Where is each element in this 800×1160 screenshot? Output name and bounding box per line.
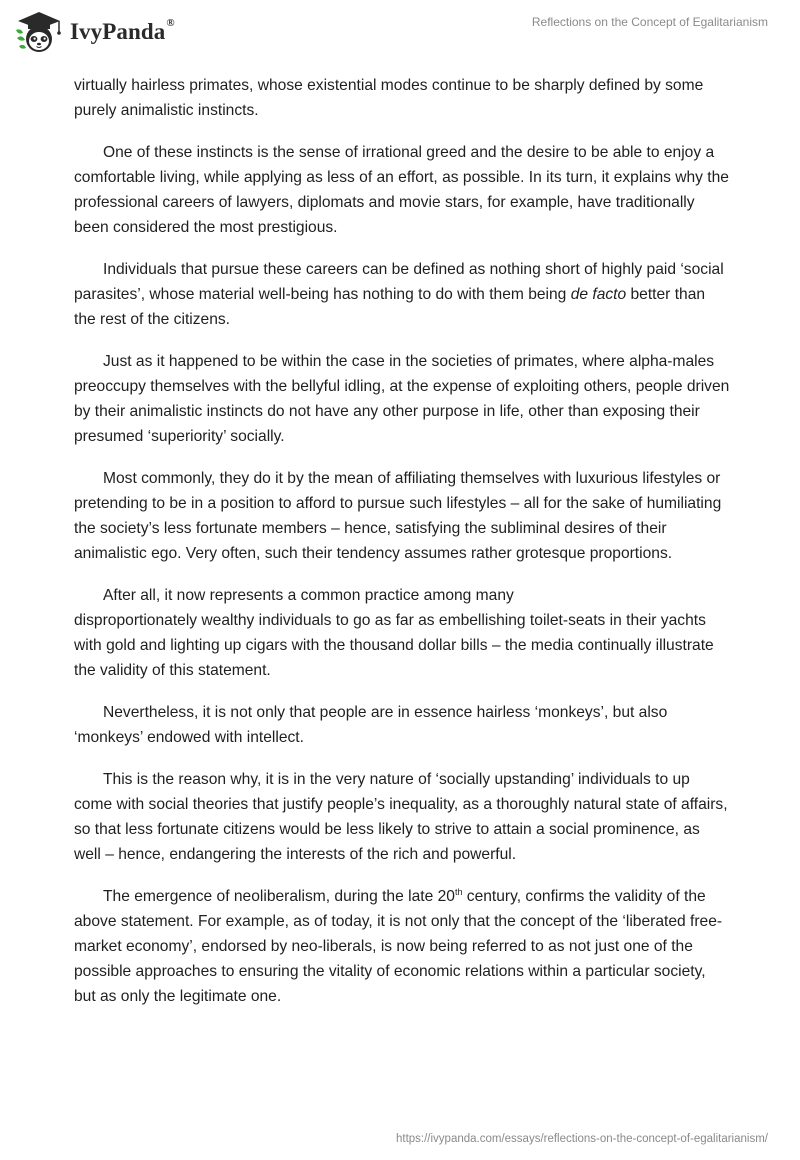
paragraph-6: After all, it now represents a common practice among many disproportionately wealthy individuals to go as far as embellishing toilet-seats in their yachts with gold and lighting up cigars with the thousand dollar bills – the media continually illustrate the validity of this statement. xyxy=(74,587,714,679)
paragraph-9: The emergence of neoliberalism, during the late 20th century, confirms the validity of the above statement. For example, as of today, it is not only that the concept of the ‘liberated free-market economy’, endorsed by neo-liberals, is now being referred to as not just one of the possible approaches to ensuring the vitality of economic relations within a particular society, but as only the legitimate one. xyxy=(74,886,723,1005)
superscript-th: th xyxy=(454,886,463,897)
emphasis-de-facto: de facto xyxy=(570,286,627,303)
registered-mark: ® xyxy=(166,17,175,29)
panda-graduate-logo-icon xyxy=(14,10,64,54)
paragraph-5: Most commonly, they do it by the mean of affiliating themselves with luxurious lifestyles or pretending to be in a position to afford to pursue such lifestyles – all for the sake of humiliating the society’s less fortunate members – hence, satisfying the subliminal desires of their animalistic ego. Very often, such their tendency assumes rather grotesque proportions. xyxy=(74,470,722,562)
paragraph-1: virtually hairless primates, whose existential modes continue to be sharply defined by some purely animalistic instincts. xyxy=(74,77,704,119)
paragraph-4: Just as it happened to be within the case in the societies of primates, where alpha-males preoccupy themselves with the bellyful idling, at the expense of exploiting others, people driven by their animalistic instincts do not have any other purpose in life, other than exposing their presumed ‘superiority’ socially. xyxy=(74,353,730,445)
source-url[interactable]: https://ivypanda.com/essays/reflections-on-the-concept-of-egalitarianism/ xyxy=(395,1133,768,1145)
brand-name: IvyPanda® xyxy=(70,17,175,44)
paragraph-7: Nevertheless, it is not only that people are in essence hairless ‘monkeys’, but also ‘monkeys’ endowed with intellect. xyxy=(74,704,668,746)
page-header xyxy=(0,0,800,70)
ivypanda-logo[interactable] xyxy=(14,10,175,54)
essay-body xyxy=(74,73,730,1026)
document-title: Reflections on the Concept of Egalitarianism xyxy=(531,15,768,29)
paragraph-8: This is the reason why, it is in the very nature of ‘socially upstanding’ individuals to up come with social theories that justify people’s inequality, as a thoroughly natural state of affairs, so that less fortunate citizens would be less likely to strive to attain a social prominence, as well – hence, endangering the interests of the rich and powerful. xyxy=(74,771,728,863)
paragraph-2: One of these instincts is the sense of irrational greed and the desire to be able to enjoy a comfortable living, while applying as less of an effort, as possible. In its turn, it explains why the professional careers of lawyers, diplomats and movie stars, for example, have traditionally been considered the most prestigious. xyxy=(74,144,729,236)
paragraph-3: Individuals that pursue these careers can be defined as nothing short of highly paid ‘social parasites’, whose material well-being has nothing to do with them being de facto better than the rest of the citizens. xyxy=(74,261,724,328)
